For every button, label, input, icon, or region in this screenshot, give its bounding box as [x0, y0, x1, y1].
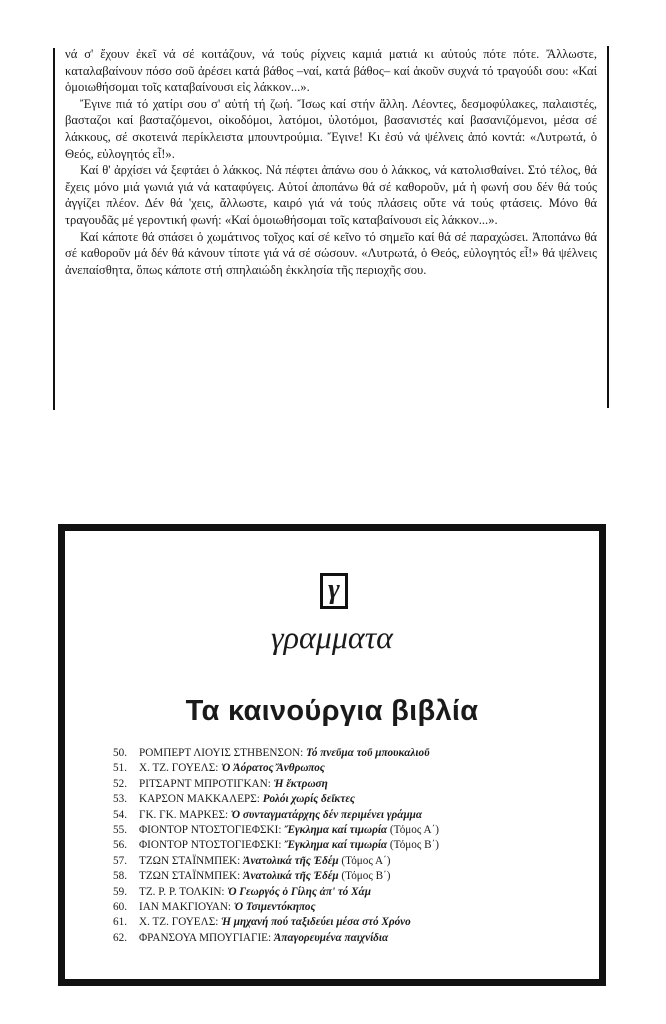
- list-item: [113, 823, 439, 838]
- article-text-block: [53, 46, 609, 408]
- ad-heading: Τα καινούργια βιβλία: [185, 695, 479, 727]
- book-title: Ἀνατολικά τῆς Ἐδέμ: [243, 854, 339, 867]
- list-item: [113, 746, 439, 761]
- list-item: [113, 915, 439, 930]
- book-author: ΦΙΟΝΤΟΡ ΝΤΟΣΤΟΓΙΕΦΣΚΙ:: [139, 839, 282, 852]
- list-item: [113, 808, 439, 823]
- book-number: 61.: [113, 916, 127, 929]
- book-volume: (Τόμος Β΄): [341, 870, 391, 883]
- book-author: ΙΑΝ ΜΑΚΓΙΟΥΑΝ:: [139, 901, 232, 914]
- list-item: [113, 792, 439, 807]
- book-author: ΚΑΡΣΟΝ ΜΑΚΚΑΛΕΡΣ:: [139, 793, 260, 806]
- book-number: 50.: [113, 747, 127, 759]
- book-author: ΤΖΩΝ ΣΤΑΪΝΜΠΕΚ:: [139, 870, 241, 883]
- book-title: Ἡ ἔκτρωση: [273, 777, 328, 790]
- article-paragraph: νά σ' ἔχουν ἐκεῖ νά σέ κοιτάζουν, νά τούς ρίχνεις καμιά ματιά κι αὐτούς πότε πότε. Ἄλλωστε, καταλαβαίνουν πόσο σοῦ ἀρέσει κατά βάθος –ναί, κατά βάθος– καί ἀκοῦν συχνά τό τραγούδι σου: «Καί ὁμοιωθήσομαι τοῖς καταβαίνουσι εἰς λάκκον...».: [65, 47, 597, 95]
- book-author: ΦΡΑΝΣΟΥΑ ΜΠΟΥΓΙΑΓΙΕ:: [139, 931, 272, 944]
- book-number: 51.: [113, 762, 127, 775]
- article-paragraph: Καί θ' ἀρχίσει νά ξεφτάει ὁ λάκκος. Νά πέφτει ἀπάνω σου ὁ λάκκος, νά κατολισθαίνει. Στό τέλος, θά ἔχεις μόνο μιά γωνιά γιά νά καταφύγεις. Αὐτοί ἀποπάνω θά σέ καθοροῦν, μά ἡ φωνή σου δέν θά τούς ἀγγίζει πλέον. Δέν θά 'χεις, ἄλλωστε, καιρό γιά νά τούς πλάσεις οὔτε νά τούς φτάσεις. Μόνο θά τραγουδᾶς μέ γεροντική φωνή: «Καί ὁμοιωθήσομαι τοῖς καταβαίνουσι εἰς λάκκον...».: [65, 163, 597, 227]
- book-number: 52.: [113, 777, 127, 790]
- book-number: 53.: [113, 793, 127, 806]
- book-volume: (Τόμος Β΄): [389, 839, 440, 852]
- article-body: [65, 46, 597, 278]
- book-number: 58.: [113, 870, 127, 883]
- book-author: ΡΙΤΣΑΡΝΤ ΜΠΡΟΤΙΓΚΑΝ:: [139, 777, 271, 790]
- list-item: [113, 854, 439, 869]
- book-list: [113, 746, 439, 946]
- list-item: [113, 931, 439, 946]
- publisher-advertisement: [58, 524, 606, 986]
- list-item: [113, 777, 439, 792]
- book-author: Χ. ΤΖ. ΓΟΥΕΛΣ:: [139, 762, 219, 775]
- list-item: [113, 869, 439, 884]
- book-title: Ἔγκλημα καί τιμωρία: [284, 824, 388, 837]
- article-paragraph: Καί κάποτε θά σπάσει ὁ χωμάτινος τοῖχος καί σέ κεῖνο τό σημεῖο καί θά σέ παραχώσει. Ἀποπάνω θά σέ καθοροῦν μά δέν θά κάνουν τίποτε γιά νά σέ σώσουν. «Λυτρωτά, ὁ Θεός, εὐλογητός εἶ!» θά ψέλνεις ἀνεπαίσθητα, ὅπως κάποτε στή σπηλαιώδη ἐκκλησία τῆς περιοχῆς σου.: [65, 229, 597, 277]
- book-author: ΓΚ. ΓΚ. ΜΑΡΚΕΣ:: [139, 808, 229, 821]
- book-number: 54.: [113, 808, 127, 821]
- book-title: Ἀπαγορευμένα παιχνίδια: [273, 931, 389, 944]
- book-number: 57.: [113, 854, 127, 867]
- book-author: ΤΖΩΝ ΣΤΑΪΝΜΠΕΚ:: [139, 854, 241, 867]
- article-paragraph: Ἔγινε πιά τό χατίρι σου σ' αὐτή τή ζωή. Ἴσως καί στήν ἄλλη. Λέοντες, δεσμοφύλακες, παλαιστές, βασταζοι καί βασταζόμενοι, οἰκοδόμοι, λατόμοι, ὑλοτόμοι, βασανιστές καί βασανιζόμενοι, μέσα σέ λάκκους, σέ σκοτεινά περίκλειστα μπουντρούμια. Ἔγινε! Κι ἐσύ νά ψέλνεις ἀπό κοντά: «Λυτρωτά, ὁ Θεός, εὐλογητός εἶ!».: [65, 96, 597, 161]
- book-number: 60.: [113, 901, 127, 914]
- book-title: Ἀνατολικά τῆς Ἐδέμ: [243, 870, 339, 883]
- book-author: Χ. ΤΖ. ΓΟΥΕΛΣ:: [139, 916, 219, 929]
- left-margin-rule: [53, 48, 55, 410]
- book-number: 56.: [113, 839, 127, 852]
- logo-letter: γ: [328, 574, 340, 605]
- book-author: ΤΖ. Ρ. Ρ. ΤΟΛΚΙΝ:: [139, 885, 225, 898]
- book-number: 62.: [113, 931, 127, 944]
- book-volume: (Τόμος Α΄): [341, 854, 391, 867]
- publisher-name: γραμματα: [271, 619, 393, 655]
- book-volume: (Τόμος Α΄): [389, 824, 440, 837]
- book-title: Ὁ Γεωργός ὁ Γίλης ἀπ' τό Χάμ: [227, 885, 371, 898]
- book-title: Ὁ συνταγματάρχης δέν περιμένει γράμμα: [230, 808, 423, 821]
- right-margin-rule: [607, 46, 609, 408]
- book-author: ΡΟΜΠΕΡΤ ΛΙΟΥΙΣ ΣΤΗΒΕΝΣΟΝ:: [139, 747, 304, 759]
- book-number: 59.: [113, 885, 127, 898]
- book-title: Ἔγκλημα καί τιμωρία: [284, 839, 388, 852]
- book-title: Ἡ μηχανή πού ταξιδεύει μέσα στό Χρόνο: [221, 916, 411, 929]
- book-number: 55.: [113, 824, 127, 837]
- book-title: Ὁ Τσιμεντόκηπος: [233, 901, 316, 914]
- list-item: [113, 900, 439, 915]
- book-title: Ρολόι χωρίς δεῖκτες: [262, 793, 355, 806]
- list-item: [113, 838, 439, 853]
- publisher-logo-icon: [320, 573, 348, 609]
- book-title: Τό πνεῦμα τοῦ μπουκαλιοῦ: [306, 747, 430, 759]
- list-item: [113, 885, 439, 900]
- list-item: [113, 761, 439, 776]
- book-author: ΦΙΟΝΤΟΡ ΝΤΟΣΤΟΓΙΕΦΣΚΙ:: [139, 824, 282, 837]
- book-title: Ὁ Ἀόρατος Ἄνθρωπος: [221, 762, 325, 775]
